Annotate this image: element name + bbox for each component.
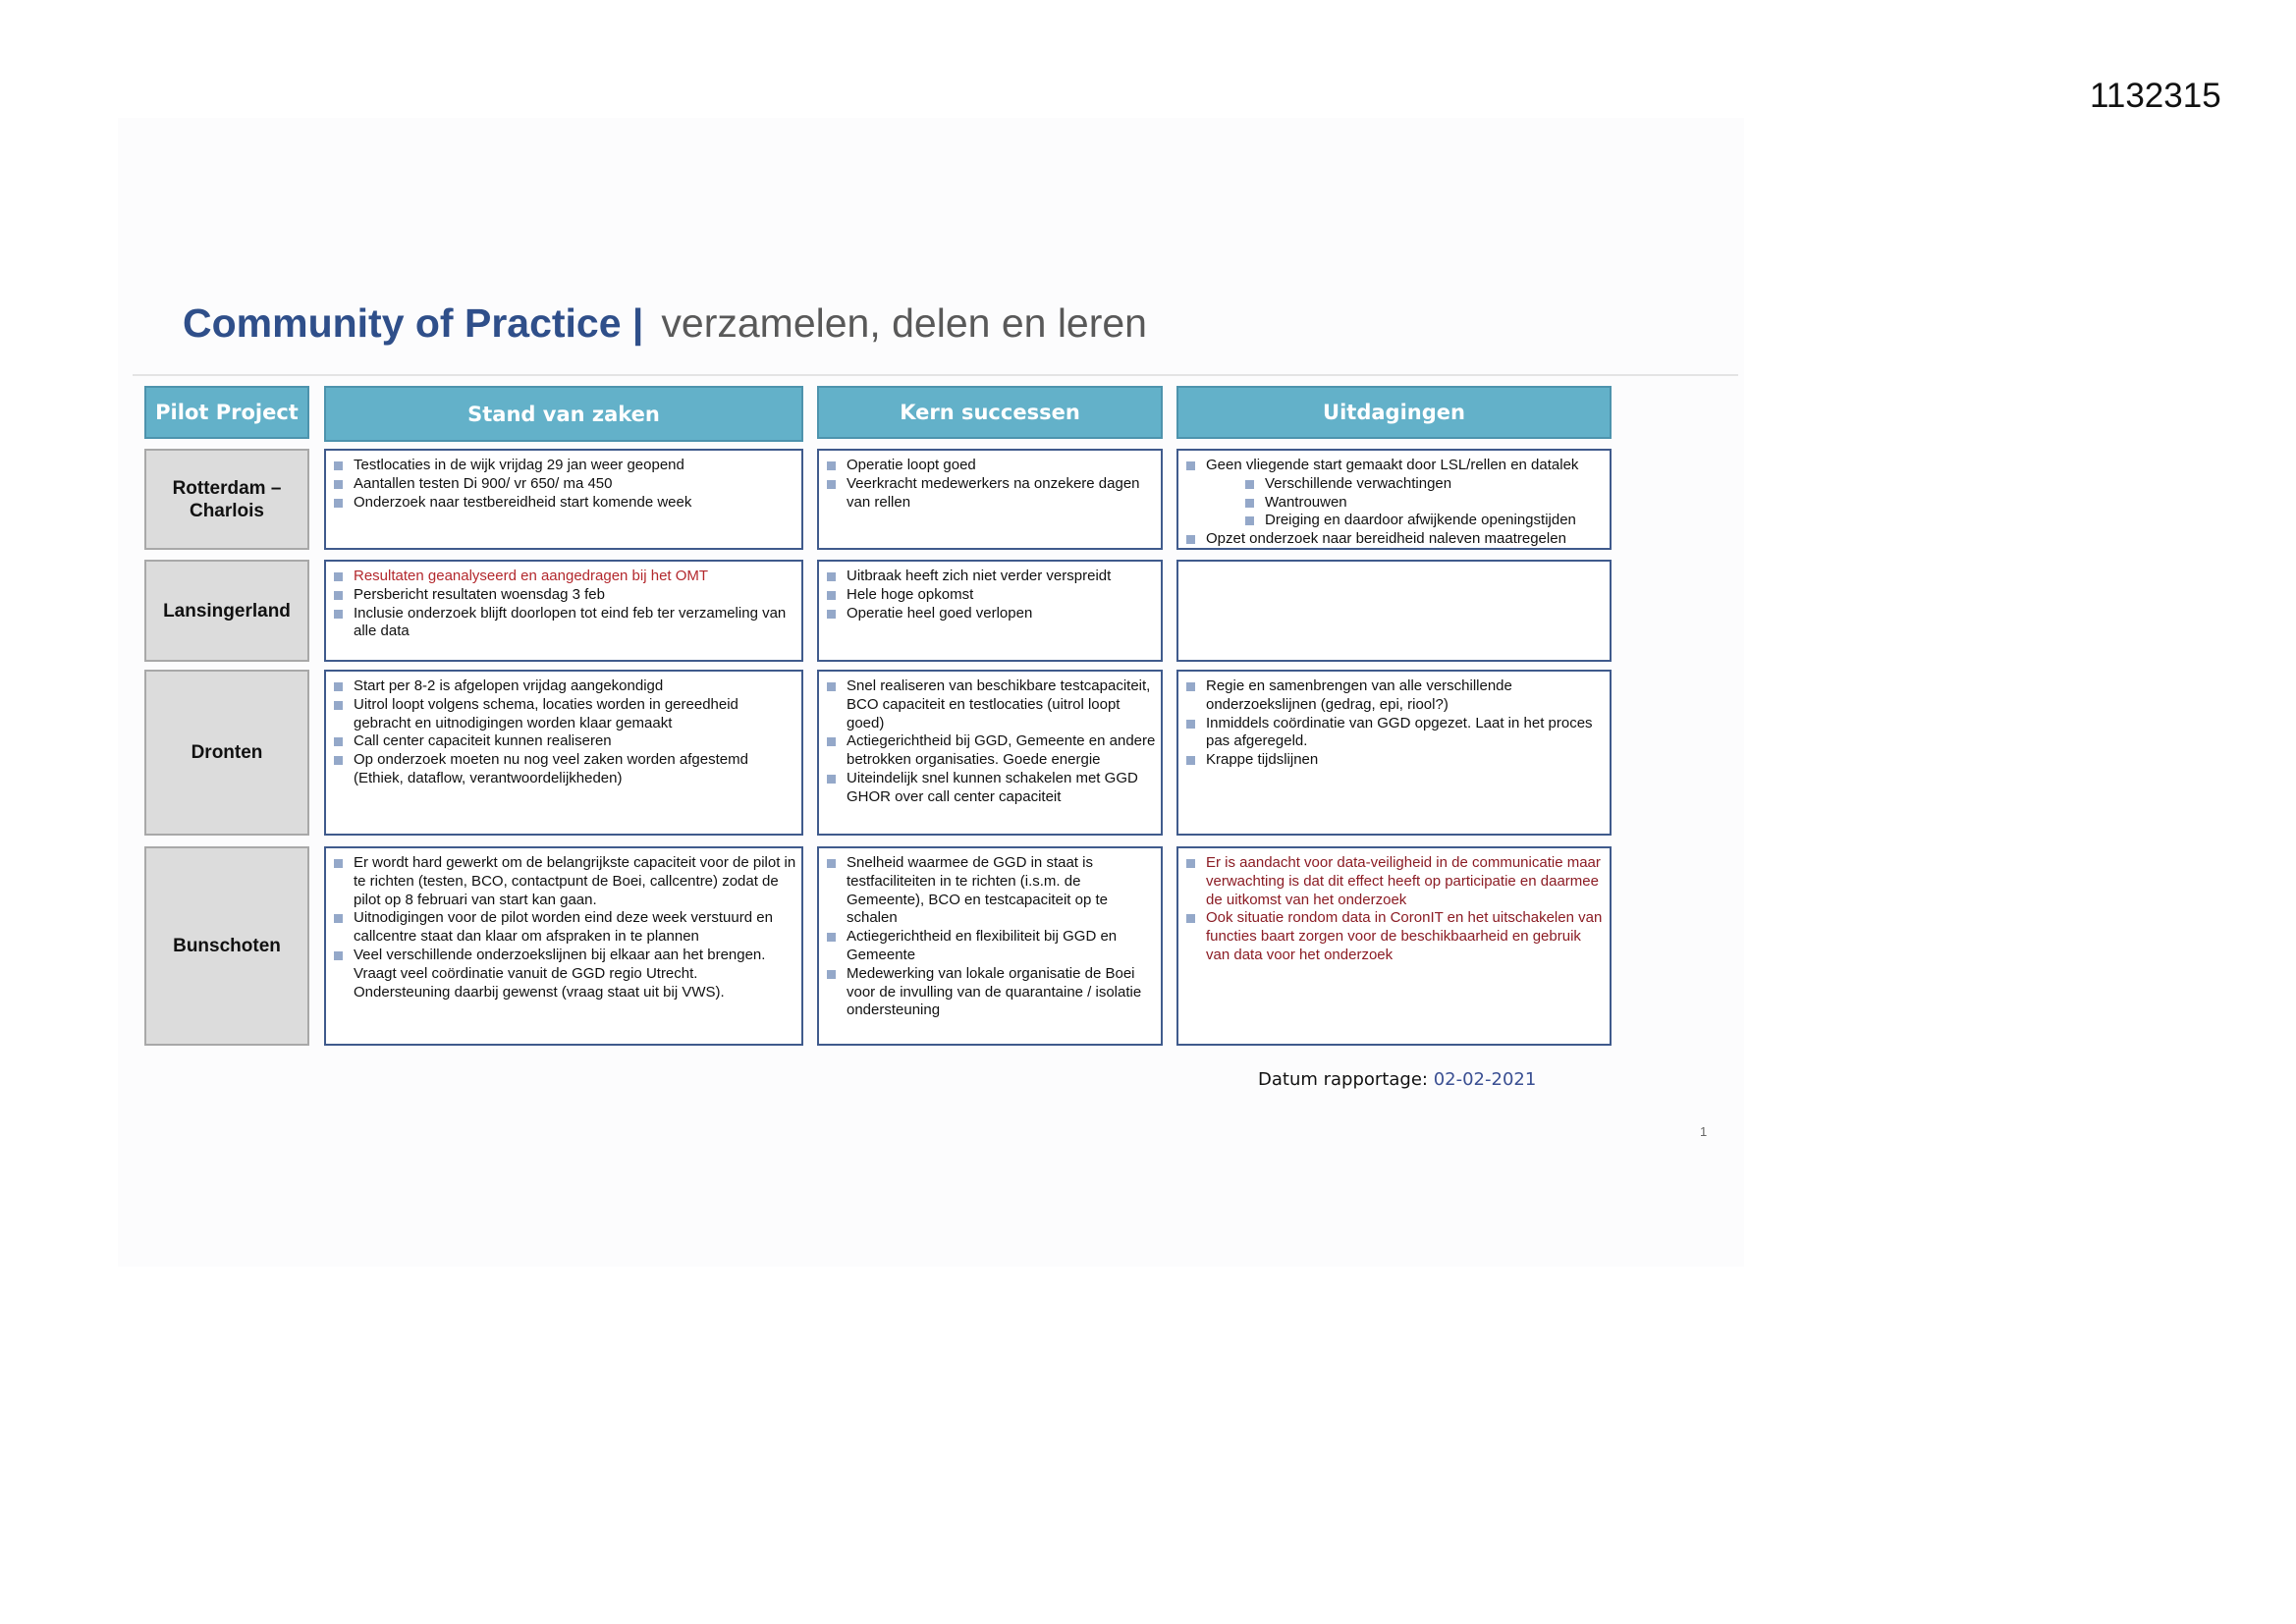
bullet-square-icon: [334, 461, 343, 470]
bullet-square-icon: [827, 591, 836, 600]
list-item-text: Operatie loopt goed: [847, 457, 976, 473]
list-item-text: Hele hoge opkomst: [847, 585, 974, 603]
bullet-square-icon: [827, 682, 836, 691]
bullet-square-icon: [1186, 756, 1195, 765]
page-number: 1: [1700, 1124, 1708, 1139]
bullet-square-icon: [334, 591, 343, 600]
list-item: [827, 732, 1157, 770]
cell-stand: [324, 670, 803, 836]
bullet-square-icon: [334, 682, 343, 691]
list-item: [334, 751, 797, 788]
list-item: [1186, 909, 1606, 964]
list-item: [827, 568, 1157, 586]
title-divider: [133, 374, 1738, 376]
list-item-text: Start per 8-2 is afgelopen vrijdag aangekondigd: [354, 677, 664, 694]
list-item-text: Uitnodigingen voor de pilot worden eind deze week verstuurd en callcentre staat dan klaar om afspraken in te plannen: [354, 909, 773, 946]
list-item-text: Actiegerichtheid en flexibiliteit bij GGD en Gemeente: [847, 928, 1118, 963]
list-item-text: Veerkracht medewerkers na onzekere dagen van rellen: [847, 474, 1140, 511]
list-item-text: Dreiging en daardoor afwijkende openingstijden: [1265, 512, 1576, 529]
list-item: [1186, 751, 1606, 770]
list-item: [334, 457, 797, 475]
bullet-square-icon: [334, 610, 343, 619]
report-date-label: Datum rapportage:: [1258, 1069, 1428, 1090]
bullet-square-icon: [827, 461, 836, 470]
list-item-text: Onderzoek naar testbereidheid start komende week: [354, 493, 692, 511]
list-item-text: Persbericht resultaten woensdag 3 feb: [354, 585, 605, 603]
list-item: [1245, 475, 1606, 494]
header-pilot-project: Pilot Project: [144, 386, 309, 439]
cell-stand: [324, 560, 803, 662]
list-item: [334, 696, 797, 733]
list-item: [1245, 512, 1606, 530]
bullet-square-icon: [334, 914, 343, 923]
list-item-text: Er wordt hard gewerkt om de belangrijkste capaciteit voor de pilot in te richten (testen, BCO, contactpunt de Boei, callcentre) zodat de pilot op 8 februari van start kan gaan.: [354, 854, 796, 908]
title-subtitle: verzamelen, delen en leren: [661, 300, 1147, 346]
list-item-text: Uitbraak heeft zich niet verder verspreidt: [847, 568, 1112, 584]
header-stand-van-zaken: Stand van zaken: [324, 386, 803, 442]
list-item: [1186, 854, 1606, 909]
list-item-text: Uitrol loopt volgens schema, locaties worden in gereedheid gebracht en uitnodigingen worden klaar gemaakt: [354, 695, 738, 731]
list-item: [334, 854, 797, 909]
document-number: 1132315: [2090, 77, 2221, 115]
list-item: [334, 475, 797, 494]
cell-kern: [817, 670, 1163, 836]
list-item: [827, 457, 1157, 475]
row-label: Dronten: [144, 670, 309, 836]
cell-uitdagingen: [1176, 846, 1612, 1046]
cell-stand: [324, 846, 803, 1046]
list-item-text: Call center capaciteit kunnen realiseren: [354, 732, 612, 750]
report-date-value: 02-02-2021: [1433, 1069, 1537, 1090]
bullet-square-icon: [827, 572, 836, 581]
bullet-square-icon: [1186, 535, 1195, 544]
list-item-text: Krappe tijdslijnen: [1206, 751, 1319, 769]
list-item: [334, 947, 797, 1001]
bullet-square-icon: [1186, 720, 1195, 729]
list-item-text: Resultaten geanalyseerd en aangedragen bij het OMT: [354, 568, 709, 584]
cell-kern: [817, 846, 1163, 1046]
bullet-square-icon: [334, 756, 343, 765]
list-item-text: Veel verschillende onderzoekslijnen bij elkaar aan het brengen. Vraagt veel coördinatie vanuit de GGD regio Utrecht. Ondersteuning daarbij gewenst (vraag staat uit bij VWS).: [354, 946, 766, 1001]
report-date: [1258, 1069, 1536, 1090]
list-item-text: Regie en samenbrengen van alle verschillende onderzoekslijnen (gedrag, epi, riool?): [1206, 677, 1512, 713]
list-item-text: Snelheid waarmee de GGD in staat is testfaciliteiten in te richten (i.s.m. de Gemeente), BCO en testcapaciteit op te schalen: [847, 854, 1108, 927]
list-item-text: Actiegerichtheid bij GGD, Gemeente en andere betrokken organisaties. Goede energie: [847, 732, 1156, 769]
list-item-text: Uiteindelijk snel kunnen schakelen met GGD GHOR over call center capaciteit: [847, 769, 1138, 805]
bullet-square-icon: [1245, 499, 1254, 508]
list-item: [827, 677, 1157, 732]
list-item: [827, 605, 1157, 623]
list-item: [1186, 457, 1606, 475]
bullet-square-icon: [1186, 461, 1195, 470]
bullet-square-icon: [334, 701, 343, 710]
bullet-square-icon: [1186, 682, 1195, 691]
cell-uitdagingen: [1176, 670, 1612, 836]
list-item: [334, 605, 797, 642]
list-item-text: Inmiddels coördinatie van GGD opgezet. Laat in het proces pas afgeregeld.: [1206, 714, 1593, 750]
list-item: [334, 586, 797, 605]
bullet-square-icon: [334, 737, 343, 746]
bullet-square-icon: [334, 572, 343, 581]
list-item-text: Ook situatie rondom data in CoronIT en het uitschakelen van functies baart zorgen voor de beschikbaarheid en gebruik van data voor het onderzoek: [1206, 909, 1603, 963]
bullet-square-icon: [334, 951, 343, 960]
bullet-square-icon: [334, 859, 343, 868]
list-item: [827, 854, 1157, 928]
list-item: [827, 586, 1157, 605]
list-item: [334, 909, 797, 947]
bullet-square-icon: [1186, 914, 1195, 923]
list-item: [827, 770, 1157, 807]
list-item: [1186, 715, 1606, 752]
cell-kern: [817, 560, 1163, 662]
page-title: [183, 300, 1147, 347]
list-item: [334, 494, 797, 513]
bullet-square-icon: [827, 610, 836, 619]
cell-kern: [817, 449, 1163, 550]
bullet-square-icon: [334, 499, 343, 508]
list-item-text: Geen vliegende start gemaakt door LSL/rellen en datalek: [1206, 457, 1579, 473]
list-item-text: Operatie heel goed verlopen: [847, 604, 1033, 622]
list-item: [827, 928, 1157, 965]
bullet-square-icon: [827, 737, 836, 746]
bullet-square-icon: [334, 480, 343, 489]
list-item-text: Op onderzoek moeten nu nog veel zaken worden afgestemd (Ethiek, dataflow, verantwoordelijkheden): [354, 751, 748, 786]
list-item-text: Inclusie onderzoek blijft doorlopen tot eind feb ter verzameling van alle data: [354, 604, 787, 640]
cell-uitdagingen: [1176, 449, 1612, 550]
bullet-square-icon: [1186, 859, 1195, 868]
list-item-text: Testlocaties in de wijk vrijdag 29 jan weer geopend: [354, 457, 684, 473]
list-item: [827, 475, 1157, 513]
list-item-text: Snel realiseren van beschikbare testcapaciteit, BCO capaciteit en testlocaties (uitrol loopt goed): [847, 677, 1151, 731]
bullet-square-icon: [827, 970, 836, 979]
list-item: [827, 965, 1157, 1020]
row-label: Rotterdam – Charlois: [144, 449, 309, 550]
bullet-square-icon: [1245, 516, 1254, 525]
bullet-square-icon: [827, 480, 836, 489]
list-item-text: Opzet onderzoek naar bereidheid naleven maatregelen: [1206, 530, 1566, 548]
bullet-square-icon: [827, 775, 836, 784]
bullet-square-icon: [827, 859, 836, 868]
cell-stand: [324, 449, 803, 550]
list-item: [334, 677, 797, 696]
bullet-square-icon: [1245, 480, 1254, 489]
list-item: [1186, 530, 1606, 549]
list-item-text: Aantallen testen Di 900/ vr 650/ ma 450: [354, 474, 613, 492]
list-item-text: Er is aandacht voor data-veiligheid in de communicatie maar verwachting is dat dit effect heeft op participatie en daarmee de uitkomst van het onderzoek: [1206, 854, 1601, 908]
bullet-square-icon: [827, 933, 836, 942]
header-kern-successen: Kern successen: [817, 386, 1163, 439]
row-label: Lansingerland: [144, 560, 309, 662]
list-item-text: Medewerking van lokale organisatie de Boei voor de invulling van de quarantaine / isolatie ondersteuning: [847, 964, 1142, 1019]
cell-uitdagingen: [1176, 560, 1612, 662]
list-item: [1186, 677, 1606, 715]
list-item: [1245, 494, 1606, 513]
row-label: Bunschoten: [144, 846, 309, 1046]
header-uitdagingen: Uitdagingen: [1176, 386, 1612, 439]
list-item-text: Wantrouwen: [1265, 493, 1347, 511]
title-main: Community of Practice |: [183, 300, 644, 346]
list-item: [334, 568, 797, 586]
list-item-text: Verschillende verwachtingen: [1265, 474, 1452, 492]
list-item: [334, 732, 797, 751]
